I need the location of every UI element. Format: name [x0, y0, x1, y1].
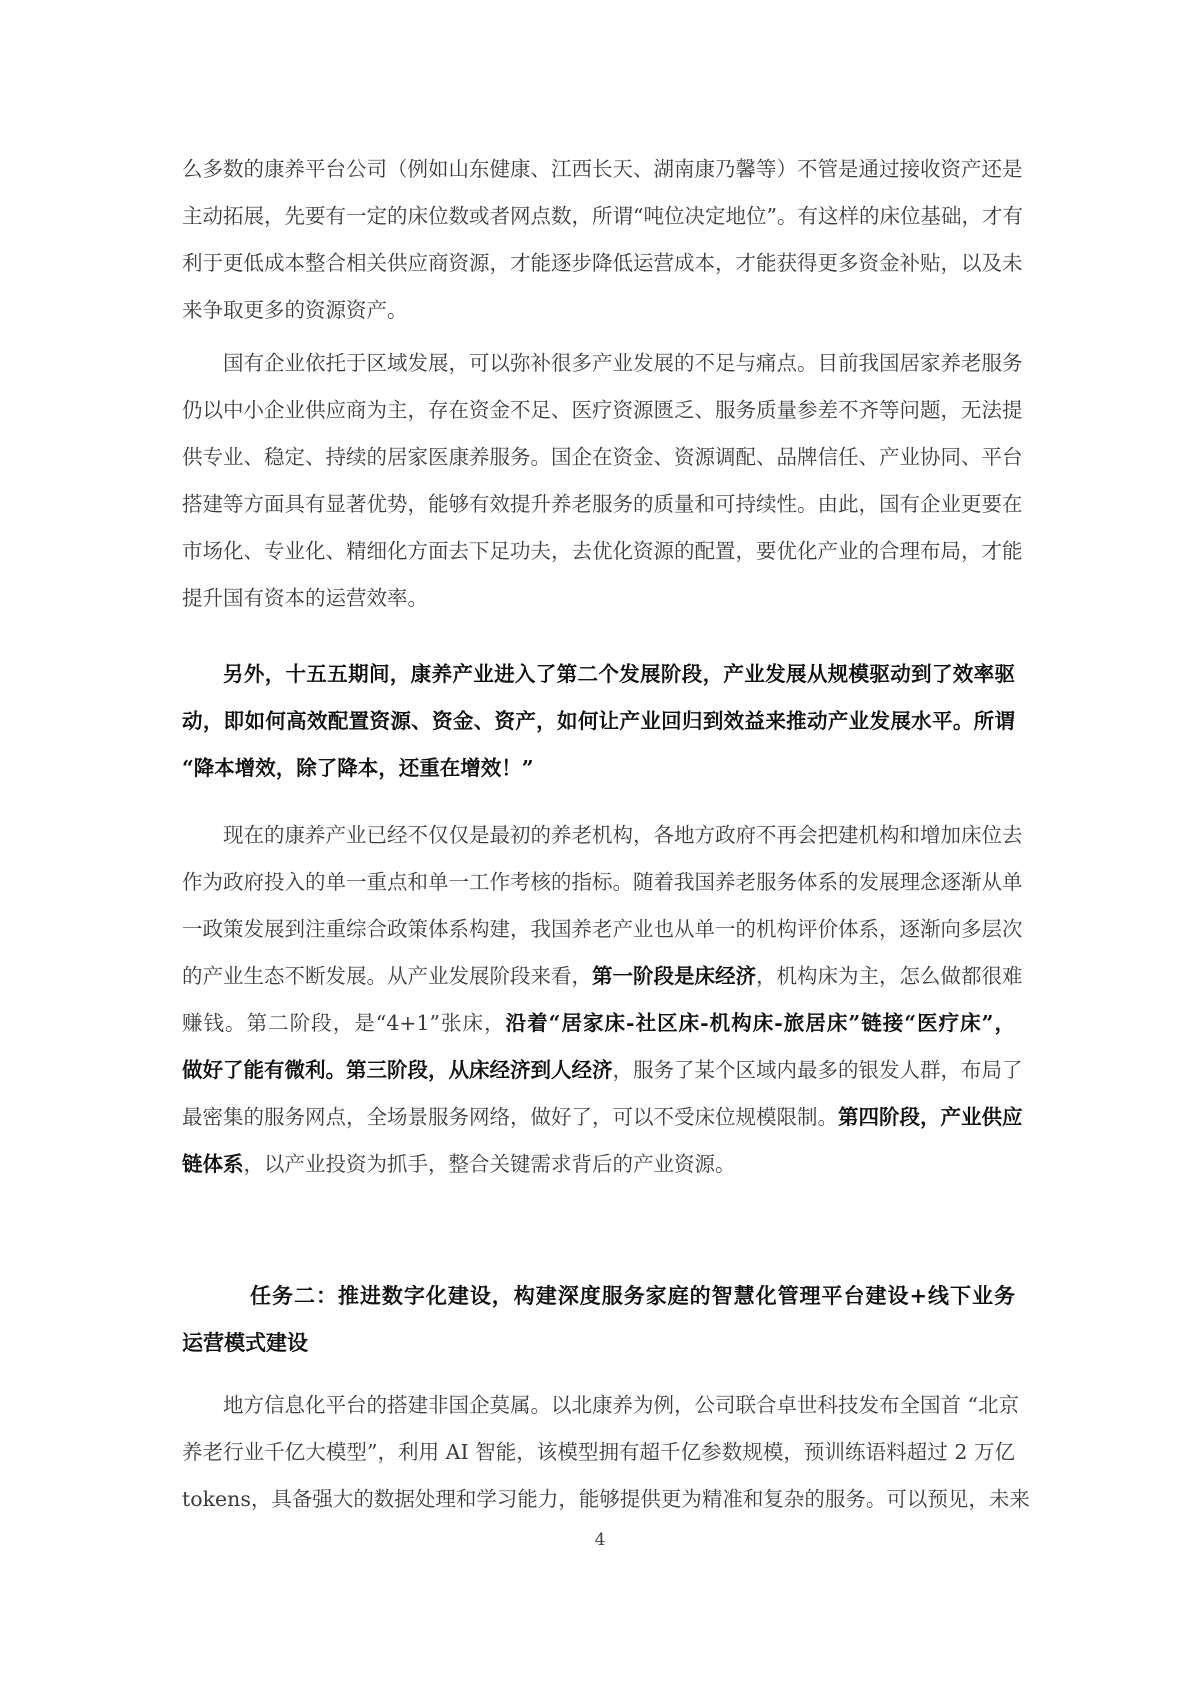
text-line [182, 146, 1023, 193]
text-line [182, 1141, 1015, 1188]
text-line [182, 240, 1023, 287]
text-run: 来争取更多的资源资产。 [182, 298, 408, 322]
bold-text: 运营模式建设 [182, 1330, 308, 1355]
text-line [182, 528, 1023, 575]
text-line [182, 387, 1023, 434]
bold-text: “降本增效，除了降本，还重在增效！” [182, 756, 534, 780]
text-run: 最密集的服务网点，全场景服务网络，做好了，可以不受床位规模限制。 [182, 1105, 838, 1129]
text-run: 提升国有资本的运营效率。 [182, 586, 428, 610]
document-body [182, 146, 1030, 1523]
text-line [182, 575, 1015, 622]
text-line [182, 812, 1023, 859]
text-run: 国有企业依托于区域发展，可以弥补很多产业发展的不足与痛点。目前我国居家养老服务 [223, 351, 1023, 375]
text-run: 供专业、稳定、持续的居家医康养服务。国企在资金、资源调配、品牌信任、产业协同、平台 [182, 445, 1023, 469]
text-line [182, 745, 1015, 792]
bold-text: 链体系 [182, 1152, 244, 1176]
text-line [182, 481, 1023, 528]
text-line [182, 698, 1015, 745]
text-run: 利于更低成本整合相关供应商资源，才能逐步降低运营成本，才能获得更多资金补贴，以及未 [182, 251, 1023, 275]
text-run: tokens，具备强大的数据处理和学习能力，能够提供更为精准和复杂的服务。可以预见，未来 [182, 1487, 1030, 1511]
text-line [182, 651, 1015, 698]
text-line [182, 193, 1023, 240]
bold-text: 第四阶段，产业供应 [838, 1105, 1023, 1129]
text-run: ，服务了某个区域内最多的银发人群，布局了 [612, 1058, 1023, 1082]
text-line [182, 434, 1023, 481]
text-run: 主动拓展，先要有一定的床位数或者网点数，所谓“吨位决定地位”。有这样的床位基础，才有 [182, 204, 1023, 228]
text-line [182, 1047, 1023, 1094]
text-line [182, 859, 1023, 906]
text-run: 市场化、专业化、精细化方面去下足功夫，去优化资源的配置，要优化产业的合理布局，才能 [182, 539, 1023, 563]
text-line [182, 1000, 1015, 1047]
bold-text: 做好了能有微利。第三阶段，从床经济到人经济 [182, 1058, 613, 1082]
text-run: 作为政府投入的单一重点和单一工作考核的指标。随着我国养老服务体系的发展理念逐渐从单 [182, 870, 1023, 894]
text-run: 搭建等方面具有显著优势，能够有效提升养老服务的质量和可持续性。由此，国有企业更要在 [182, 492, 1023, 516]
bold-text: 动，即如何高效配置资源、资金、资产，如何让产业回归到效益来推动产业发展水平。所谓 [182, 709, 1015, 733]
text-run: 一政策发展到注重综合政策体系构建，我国养老产业也从单一的机构评价体系，逐渐向多层次 [182, 917, 1023, 941]
paragraph [182, 340, 1023, 622]
text-line [182, 1476, 1030, 1523]
text-line [182, 906, 1023, 953]
text-line [182, 1382, 1019, 1429]
text-run: ，以产业投资为抓手，整合关键需求背后的产业资源。 [243, 1152, 736, 1176]
text-run: 地方信息化平台的搭建非国企莫属。以北康养为例，公司联合卓世科技发布全国首 “北京 [223, 1393, 1019, 1417]
paragraph [182, 1382, 1030, 1523]
text-line [182, 1272, 1015, 1319]
bold-text: 另外，十五五期间，康养产业进入了第二个发展阶段，产业发展从规模驱动到了效率驱 [223, 662, 1015, 686]
text-run: 的产业生态不断发展。从产业发展阶段来看， [182, 964, 592, 988]
text-run: 仍以中小企业供应商为主，存在资金不足、医疗资源匮乏、服务质量参差不齐等问题，无法提 [182, 398, 1023, 422]
text-line [182, 953, 1023, 1000]
text-run: 现在的康养产业已经不仅仅是最初的养老机构，各地方政府不再会把建机构和增加床位去 [223, 823, 1023, 847]
text-line [182, 1429, 1015, 1476]
text-line [182, 1094, 1023, 1141]
section-heading [182, 1272, 1015, 1366]
text-line [182, 287, 1015, 334]
text-line [182, 340, 1023, 387]
paragraph [182, 651, 1015, 792]
bold-text: 任务二：推进数字化建设，构建深度服务家庭的智慧化管理平台建设+线下业务 [250, 1283, 1015, 1308]
text-line [182, 1319, 1015, 1366]
paragraph [182, 146, 1023, 334]
text-run: 养老行业千亿大模型”，利用 AI 智能，该模型拥有超千亿参数规模，预训练语料超过 2 万亿 [182, 1440, 1015, 1464]
page-number: 4 [594, 1530, 606, 1550]
text-run: 么多数的康养平台公司（例如山东健康、江西长天、湖南康乃馨等）不管是通过接收资产还是 [182, 157, 1023, 181]
text-run: ，机构床为主，怎么做都很难 [756, 964, 1023, 988]
bold-text: 沿着“居家床-社区床-机构床-旅居床”链接“医疗床”， [505, 1011, 1015, 1035]
paragraph [182, 812, 1023, 1188]
text-run: 赚钱。第二阶段，是“4+1”张床， [182, 1011, 506, 1035]
bold-text: 第一阶段是床经济 [592, 964, 756, 988]
